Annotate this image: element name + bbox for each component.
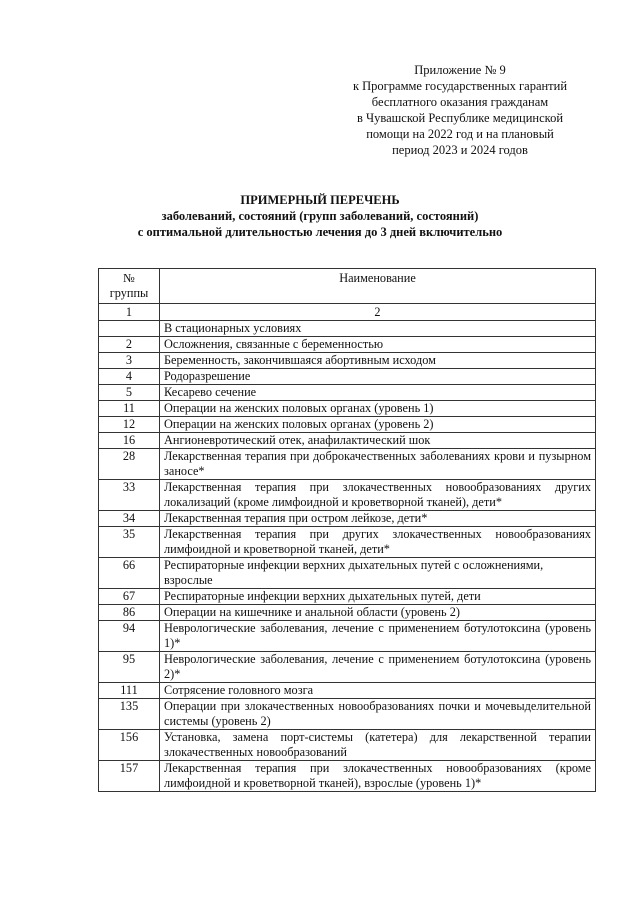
table-row	[99, 385, 596, 401]
table-row	[99, 480, 596, 511]
table-row	[99, 449, 596, 480]
group-name: Родоразрешение	[160, 369, 596, 385]
group-name: Установка, замена порт-системы (катетера) для лекарственной терапии злокачественных новообразований	[160, 730, 596, 761]
table-row	[99, 730, 596, 761]
group-name: Лекарственная терапия при злокачественных новообразованиях других локализаций (кроме лимфоидной и кроветворной тканей), дети*	[160, 480, 596, 511]
table-row	[99, 652, 596, 683]
appendix-line: в Чувашской Республике медицинской	[356, 111, 564, 125]
appendix-note	[330, 62, 590, 158]
column-header-number	[99, 269, 160, 304]
group-name: Операции на женских половых органах (уровень 2)	[160, 417, 596, 433]
group-name: Беременность, закончившаяся абортивным исходом	[160, 353, 596, 369]
group-name: Ангионевротический отек, анафилактический шок	[160, 433, 596, 449]
table-cell-empty	[99, 321, 160, 337]
column-number: 2	[160, 304, 596, 321]
group-number: 4	[99, 369, 160, 385]
table-row	[99, 589, 596, 605]
section-row	[99, 321, 596, 337]
appendix-line: бесплатного оказания гражданам	[371, 95, 549, 109]
appendix-line: помощи на 2022 год и на плановый	[366, 127, 554, 141]
table-row	[99, 527, 596, 558]
group-number: 2	[99, 337, 160, 353]
group-number: 11	[99, 401, 160, 417]
column-header-name: Наименование	[160, 269, 596, 304]
table-header-row	[99, 269, 596, 304]
table-row	[99, 683, 596, 699]
table-row	[99, 621, 596, 652]
table-row	[99, 433, 596, 449]
group-name: Операции при злокачественных новообразованиях почки и мочевыделительной системы (уровень 2)	[160, 699, 596, 730]
group-number: 5	[99, 385, 160, 401]
group-number: 28	[99, 449, 160, 480]
group-number: 33	[99, 480, 160, 511]
group-number: 16	[99, 433, 160, 449]
group-number: 157	[99, 761, 160, 792]
column-header-number-line: группы	[109, 286, 149, 300]
group-number: 3	[99, 353, 160, 369]
group-number: 94	[99, 621, 160, 652]
group-number: 111	[99, 683, 160, 699]
group-name: Операции на женских половых органах (уровень 1)	[160, 401, 596, 417]
group-name: Операции на кишечнике и анальной области (уровень 2)	[160, 605, 596, 621]
group-number: 156	[99, 730, 160, 761]
group-name: Неврологические заболевания, лечение с применением ботулотоксина (уровень 2)*	[160, 652, 596, 683]
table-row	[99, 369, 596, 385]
document-title	[60, 192, 580, 240]
title-subheading: с оптимальной длительностью лечения до 3 дней включительно	[137, 225, 503, 239]
table-row	[99, 558, 596, 589]
group-name: Лекарственная терапия при злокачественных новообразованиях (кроме лимфоидной и кроветворной тканей), взрослые (уровень 1)*	[160, 761, 596, 792]
group-number: 135	[99, 699, 160, 730]
group-name: Лекарственная терапия при доброкачественных заболеваниях крови и пузырном заносе*	[160, 449, 596, 480]
table-row	[99, 761, 596, 792]
section-label: В стационарных условиях	[160, 321, 596, 337]
table-row	[99, 353, 596, 369]
table-row	[99, 417, 596, 433]
title-heading: ПРИМЕРНЫЙ ПЕРЕЧЕНЬ	[240, 193, 400, 207]
table-row	[99, 699, 596, 730]
table-row	[99, 511, 596, 527]
column-header-number-line: №	[123, 271, 135, 285]
groups-table	[98, 268, 596, 792]
table-row	[99, 605, 596, 621]
group-number: 95	[99, 652, 160, 683]
group-name: Сотрясение головного мозга	[160, 683, 596, 699]
group-name: Лекарственная терапия при других злокачественных новообразованиях лимфоидной и кроветворной тканей, дети*	[160, 527, 596, 558]
column-numbers-row	[99, 304, 596, 321]
group-name: Респираторные инфекции верхних дыхательных путей, дети	[160, 589, 596, 605]
appendix-line: к Программе государственных гарантий	[352, 79, 568, 93]
group-number: 34	[99, 511, 160, 527]
group-name: Лекарственная терапия при остром лейкозе, дети*	[160, 511, 596, 527]
table-row	[99, 337, 596, 353]
appendix-line: Приложение № 9	[414, 63, 506, 77]
column-number: 1	[99, 304, 160, 321]
group-name: Осложнения, связанные с беременностью	[160, 337, 596, 353]
group-name: Неврологические заболевания, лечение с применением ботулотоксина (уровень 1)*	[160, 621, 596, 652]
group-number: 12	[99, 417, 160, 433]
group-name: Кесарево сечение	[160, 385, 596, 401]
table-row	[99, 401, 596, 417]
group-number: 86	[99, 605, 160, 621]
group-number: 67	[99, 589, 160, 605]
group-number: 66	[99, 558, 160, 589]
group-name: Респираторные инфекции верхних дыхательных путей с осложнениями, взрослые	[160, 558, 596, 589]
appendix-line: период 2023 и 2024 годов	[392, 143, 528, 157]
group-number: 35	[99, 527, 160, 558]
title-subheading: заболеваний, состояний (групп заболеваний, состояний)	[161, 209, 479, 223]
